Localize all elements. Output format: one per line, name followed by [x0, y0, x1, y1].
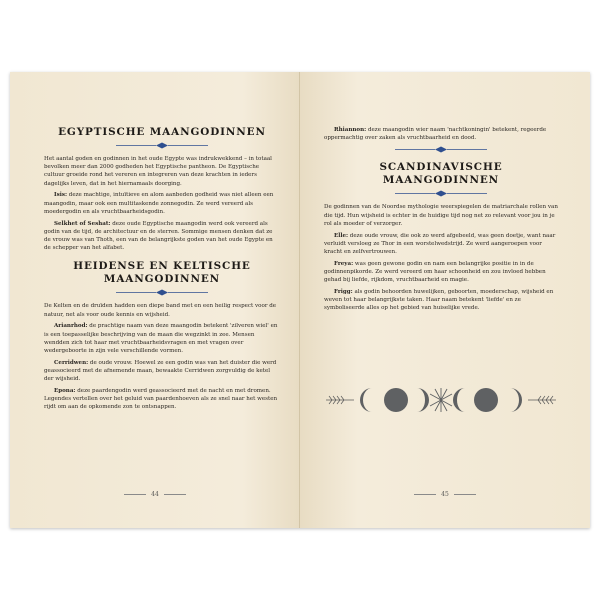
- freya-name: Freya:: [334, 260, 354, 267]
- ornament-rule: [116, 142, 208, 149]
- footer-rule: [454, 494, 476, 495]
- page-footer-right: [300, 491, 590, 498]
- selkhet-entry: [44, 220, 280, 253]
- frigg-name: Frigg:: [334, 289, 353, 296]
- selkhet-name: Selkhet of Seshat:: [54, 220, 111, 227]
- ornament-rule: [116, 289, 208, 296]
- arianrhod-entry: [44, 322, 280, 355]
- epona-entry: [44, 387, 280, 412]
- left-page: [10, 72, 300, 528]
- sprig-right-icon: [528, 396, 556, 404]
- footer-rule: [164, 494, 186, 495]
- cerridwen-name: Cerridwen:: [54, 359, 89, 366]
- crescent-moon-icon: [510, 388, 522, 412]
- ornament-rule: [395, 146, 487, 153]
- crescent-moon-icon: [453, 388, 465, 412]
- frigg-text: als godin behoorden huwelijken, geboorten, moederschap, wijsheid en weven tot haar belangrijkste taken. Haar naam betekent 'liefde' en ze symboliseerde alles op het gebied van huiselijke vrede.: [324, 289, 554, 312]
- book-spread: [10, 72, 590, 528]
- isis-name: Isis:: [54, 192, 67, 199]
- isis-entry: [44, 191, 280, 216]
- rhiannon-name: Rhiannon:: [334, 127, 367, 133]
- elle-text: deze oude vrouw, die ook zo werd afgebeeld, was geen doetje, want naar verluidt versloeg ze Thor in een worstelwedstrijd. Ze werd aangeroepen voor kracht en zelfvertrouwen.: [324, 232, 556, 256]
- heading-egyptian: EGYPTISCHE MAANGODINNEN: [58, 126, 266, 138]
- freya-text: was geen gewone godin en nam een belangrijke positie in in de godinnenpikorde. Ze werd vereerd om haar schoonheid en zou invloed hebben gehad bij liefde, rijkdom, vruchtbaarheid en magie.: [324, 260, 546, 284]
- sprig-left-icon: [326, 396, 354, 404]
- selkhet-text: deze oude Egyptische maangodin werd ook vereerd als godin van de tijd, de architectuur en de sterren. Sommige mensen denken dat ze de vrouw was van Thoth, een van de belangrijkste goden van het oude Egypte en de schepper van het alfabet.: [44, 220, 273, 252]
- cerridwen-entry: [44, 359, 280, 384]
- isis-text: deze machtige, intuïtieve en alom aanbeden godheid was niet alleen een maangodin, maar ook een multitaskende zonnegodin. Ze werd vereerd als moedergodin en als vruchtbaarheidsgodin.: [44, 192, 274, 215]
- page-number: 45: [441, 491, 449, 498]
- heading-scandinavian: SCANDINAVISCHE MAANGODINNEN: [379, 161, 503, 187]
- ornament-rule: [395, 190, 487, 197]
- freya-entry: [324, 260, 558, 285]
- epona-text: deze paardengodin werd geassocieerd met de nacht en met dromen. Legendes vertellen over het geluid van paardenhoeven als ze snel naar het westen rijdt om aan de opkomende zon te ontsnappen.: [44, 388, 278, 411]
- elle-name: Elle:: [334, 232, 349, 239]
- cerridwen-text: de oude vrouw. Hoewel ze een godin was van het duister die werd geassocieerd met de afnemende maan, bewaakte Cerridwen zorgvuldig de ketel der wijsheid.: [44, 359, 277, 383]
- norse-intro: De godinnen van de Noordse mythologie weerspiegelen de matriarchale rollen van die tijd. Hun wijsheid is echter in de huidige tijd nog net zo relevant voor jou in je rol als moeder of verzorger.: [324, 204, 558, 227]
- celts-intro: De Kelten en de druïden hadden een diepe band met en een heilig respect voor de natuur, net als voor oude kennis en wijsheid.: [44, 303, 277, 318]
- rhiannon-entry: [324, 126, 558, 142]
- page-number: 44: [151, 491, 159, 498]
- right-page: [300, 72, 590, 528]
- footer-rule: [124, 494, 146, 495]
- footer-rule: [414, 494, 436, 495]
- crescent-moon-icon: [417, 388, 429, 412]
- frigg-entry: [324, 288, 558, 313]
- rhiannon-text: deze maangodin wier naam 'nachtkoningin' betekent, regeerde oppermachtig over zaken als vruchtbaarheid en dood.: [324, 127, 547, 142]
- full-moon-icon: [384, 388, 408, 412]
- star-burst-icon: [430, 388, 452, 412]
- page-footer-left: [10, 491, 300, 498]
- heading-celtic: HEIDENSE EN KELTISCHE MAANGODINNEN: [73, 260, 251, 286]
- arianrhod-text: de prachtige naam van deze maangodin betekent 'zilveren wiel' en is een toepasselijke beschrijving van de maan die wegzinkt in zee. Mensen wendden zich tot haar met vruchtbaarheidsvragen en met vragen over wedergeboorte in zijn vele verschillende vormen.: [44, 323, 278, 355]
- crescent-moon-icon: [360, 388, 372, 412]
- elle-entry: [324, 232, 558, 257]
- egypt-intro: Het aantal goden en godinnen in het oude Egypte was indrukwekkend – in totaal bevolken meer dan 2000 godheden het Egyptische pantheon. De Egyptische cultuur groeide rond het vereren en integreren van deze krachten in ieders dagelijks leven, dat in het hiernamaals doorging.: [44, 156, 272, 187]
- epona-name: Epona:: [54, 388, 76, 395]
- full-moon-icon: [474, 388, 498, 412]
- arianrhod-name: Arianrhod:: [54, 323, 88, 330]
- moon-phases-illustration: [324, 384, 558, 416]
